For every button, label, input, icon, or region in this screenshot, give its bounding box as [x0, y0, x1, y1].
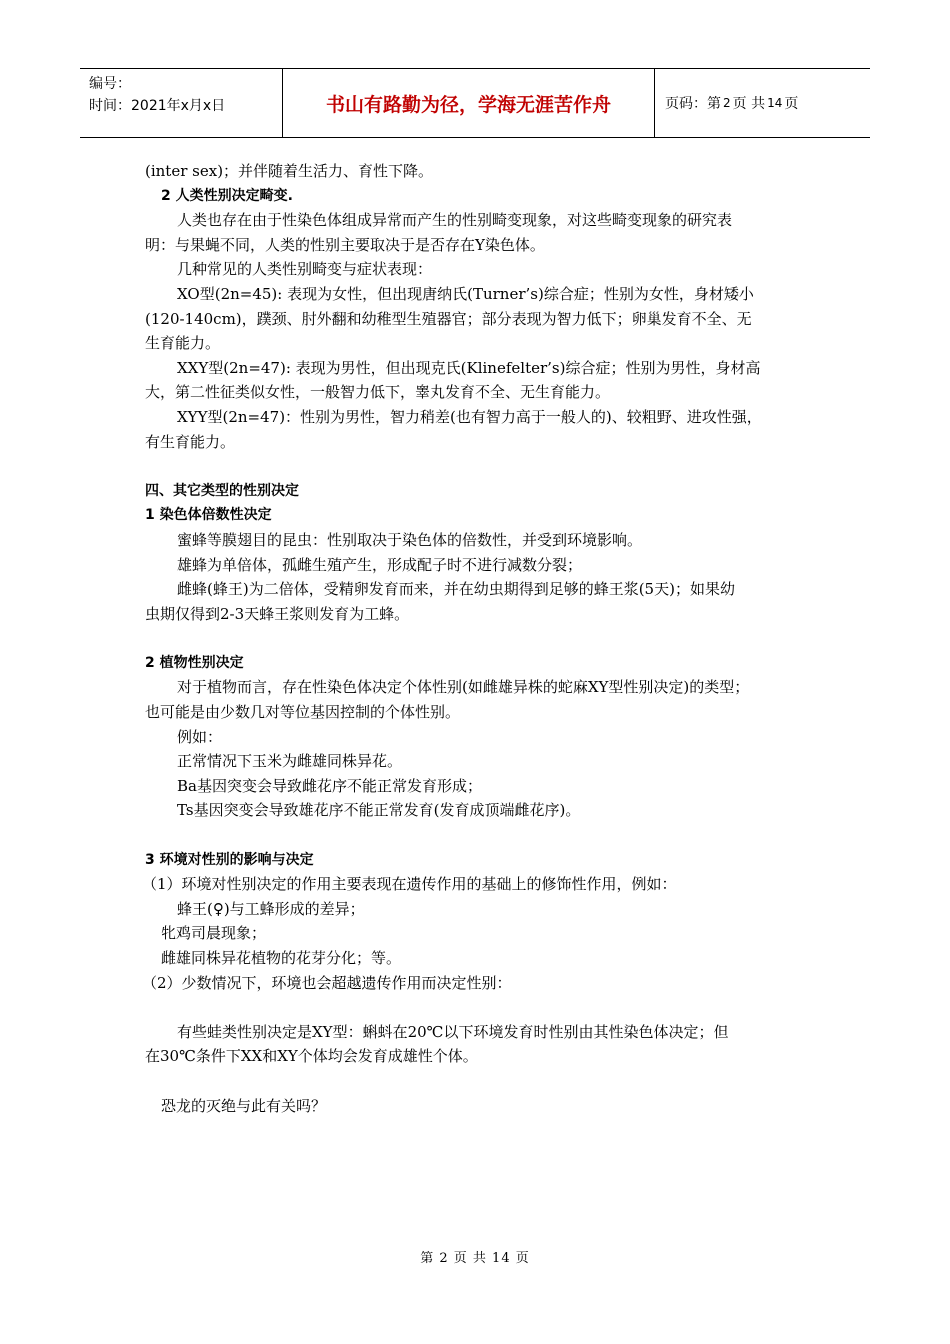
spacer [145, 454, 815, 479]
page-prefix: 页码：第 [665, 96, 721, 112]
page-current: 2 [723, 96, 731, 110]
page-footer: 第 2 页 共 14 页 [420, 1251, 530, 1266]
paragraph-line: 明：与果蝇不同，人类的性别主要取决于是否存在Y染色体。 [145, 235, 545, 254]
subsection-heading: 1 染色体倍数性决定 [145, 507, 272, 524]
paragraph-line: 有生育能力。 [145, 432, 236, 451]
page-header [80, 68, 870, 138]
paragraph-line: 牝鸡司晨现象； [161, 924, 267, 943]
paragraph-line: （2）少数情况下，环境也会超越遗传作用而决定性别： [142, 973, 512, 992]
section-heading: 2 人类性别决定畸变. [161, 187, 293, 204]
spacer [145, 1069, 815, 1094]
subsection-heading: 2 植物性别决定 [145, 654, 244, 671]
header-page-info [655, 69, 870, 137]
paragraph-line: 蜜蜂等膜翅目的昆虫：性别取决于染色体的倍数性，并受到环境影响。 [177, 530, 643, 549]
paragraph-line: 雌雄同株异花植物的花芽分化；等。 [161, 949, 402, 967]
header-motto: 书山有路勤为径，学海无涯苦作舟 [283, 69, 655, 137]
paragraph-line: 在30℃条件下XX和XY个体均会发育成雄性个体。 [145, 1047, 478, 1066]
paragraph-line: 对于植物而言，存在性染色体决定个体性别(如雌雄异株的蛇麻XY型性别决定)的类型； [177, 678, 750, 697]
paragraph-line: 几种常见的人类性别畸变与症状表现： [177, 260, 433, 279]
paragraph-line: 有些蛙类性别决定是XY型：蝌蚪在20℃以下环境发育时性别由其性染色体决定；但 [177, 1022, 729, 1041]
spacer [145, 995, 815, 1020]
paragraph-line: (120-140cm)，蹼颈、肘外翻和幼稚型生殖器官；部分表现为智力低下；卵巢发育不全、无 [145, 309, 752, 328]
paragraph-line: 蜂王(♀)与工蜂形成的差异； [177, 899, 365, 918]
paragraph-line: 正常情况下玉米为雌雄同株异花。 [177, 752, 403, 771]
paragraph-line: Ts基因突变会导致雄花序不能正常发育(发育成顶端雌花序)。 [177, 801, 581, 820]
section-heading: 四、其它类型的性别决定 [145, 482, 299, 499]
header-meta [80, 69, 283, 137]
paragraph-line: XO型(2n=45): 表现为女性，但出现唐纳氏(Turner’s)综合症；性别为女性，身材矮小 [177, 284, 754, 303]
paragraph-line: XYY型(2n=47)：性别为男性，智力稍差(也有智力高于一般人的)、较粗野、进攻性强， [177, 407, 762, 426]
paragraph-line: XXY型(2n=47): 表现为男性，但出现克氏(Klinefelter’s)综合症；性别为男性，身材高 [177, 358, 761, 377]
paragraph-line: 雄蜂为单倍体，孤雌生殖产生，形成配子时不进行减数分裂； [177, 555, 583, 574]
paragraph-line: 虫期仅得到2-3天蜂王浆则发育为工蜂。 [145, 604, 410, 623]
time-label: 时间：2021年x月x日 [89, 98, 226, 114]
page-mid: 页 共 [732, 96, 766, 112]
paragraph-line: 人类也存在由于性染色体组成异常而产生的性别畸变现象，对这些畸变现象的研究表 [177, 211, 733, 230]
number-label: 编号： [89, 76, 131, 92]
spacer [145, 823, 815, 848]
paragraph-line: （1）环境对性别决定的作用主要表现在遗传作用的基础上的修饰性作用，例如： [142, 875, 677, 894]
paragraph-line: 恐龙的灭绝与此有关吗？ [161, 1096, 327, 1115]
spacer [145, 626, 815, 651]
paragraph-line: 生育能力。 [145, 334, 221, 353]
subsection-heading: 3 环境对性别的影响与决定 [145, 851, 314, 868]
paragraph-line: 大，第二性征类似女性，一般智力低下，睾丸发育不全、无生育能力。 [145, 383, 611, 402]
document-body [142, 159, 815, 1118]
paragraph-line: 也可能是由少数几对等位基因控制的个体性别。 [145, 703, 461, 722]
paragraph-line: (inter sex)；并伴随着生活力、育性下降。 [145, 162, 434, 180]
page-total: 14 [767, 96, 783, 110]
paragraph-line: 雌蜂(蜂王)为二倍体，受精卵发育而来，并在幼虫期得到足够的蜂王浆(5天)；如果幼 [177, 580, 735, 599]
paragraph-line: 例如： [177, 727, 223, 746]
paragraph-line: Ba基因突变会导致雌花序不能正常发育形成； [177, 776, 482, 795]
page-suffix: 页 [784, 96, 799, 112]
